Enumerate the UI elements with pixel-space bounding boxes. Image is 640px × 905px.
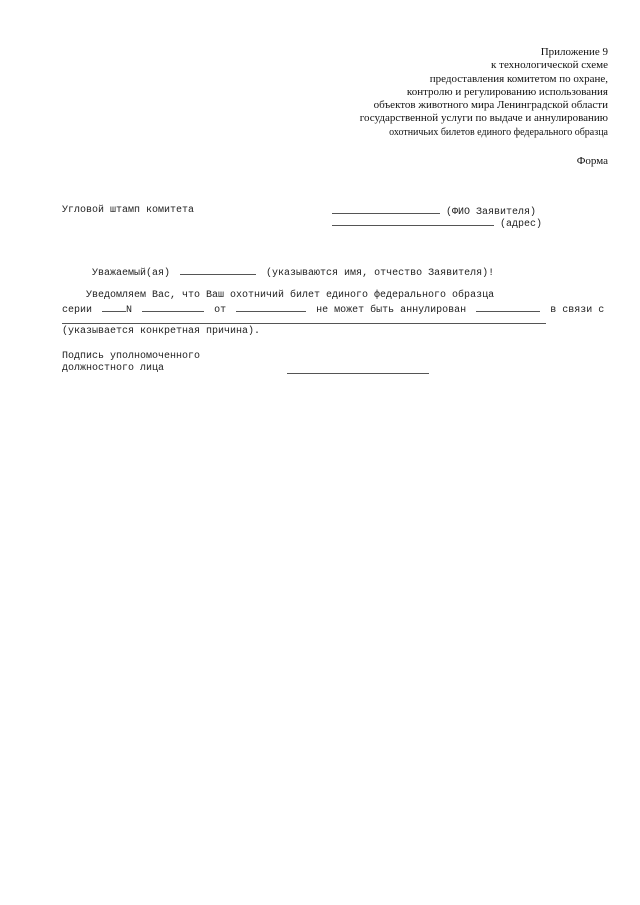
applicant-address-label: (адрес) <box>500 219 543 230</box>
signature-label-line-1: Подпись уполномоченного <box>62 351 201 362</box>
signature-label-line-2: должностного лица <box>62 363 165 374</box>
appendix-line-5: объектов животного мира Ленинградской области <box>373 99 608 112</box>
date-field <box>236 302 306 312</box>
date-from-label: от <box>214 305 227 316</box>
greeting-row <box>92 265 494 280</box>
greeting-hint: (указываются имя, отчество Заявителя)! <box>266 268 495 279</box>
appendix-header <box>278 46 608 139</box>
applicant-address-row <box>332 216 542 231</box>
applicant-fio-field <box>332 204 440 214</box>
greeting-name-field <box>180 265 256 275</box>
appendix-line-7: охотничьих билетов единого федерального образца <box>389 126 608 138</box>
cancel-field <box>476 302 540 312</box>
number-label: N <box>126 305 133 316</box>
number-field <box>142 302 204 312</box>
due-to-text: в связи с <box>550 305 605 316</box>
signature-line <box>287 373 429 374</box>
reason-hint: (указывается конкретная причина). <box>62 326 261 337</box>
body-text-first-line: Уведомляем Вас, что Ваш охотничий билет единого федерального образца <box>86 290 495 301</box>
appendix-line-2: к технологической схеме <box>491 59 608 72</box>
corner-stamp-label: Угловой штамп комитета <box>62 205 195 216</box>
applicant-address-field <box>332 216 494 226</box>
applicant-fio-label: (ФИО Заявителя) <box>446 207 537 218</box>
greeting-salutation: Уважаемый(ая) <box>92 268 171 279</box>
appendix-line-6: государственной услуги по выдаче и аннулированию <box>359 112 608 125</box>
appendix-line-3: предоставления комитетом по охране, <box>429 72 608 85</box>
cannot-cancel-text: не может быть аннулирован <box>316 305 467 316</box>
series-label: серии <box>62 305 93 316</box>
appendix-title: Приложение 9 <box>540 46 608 58</box>
body-text-second-line <box>62 302 604 317</box>
appendix-line-4: контролю и регулированию использования <box>406 85 608 98</box>
form-label: Форма <box>576 155 608 167</box>
series-field <box>102 302 126 312</box>
reason-line <box>62 323 546 324</box>
